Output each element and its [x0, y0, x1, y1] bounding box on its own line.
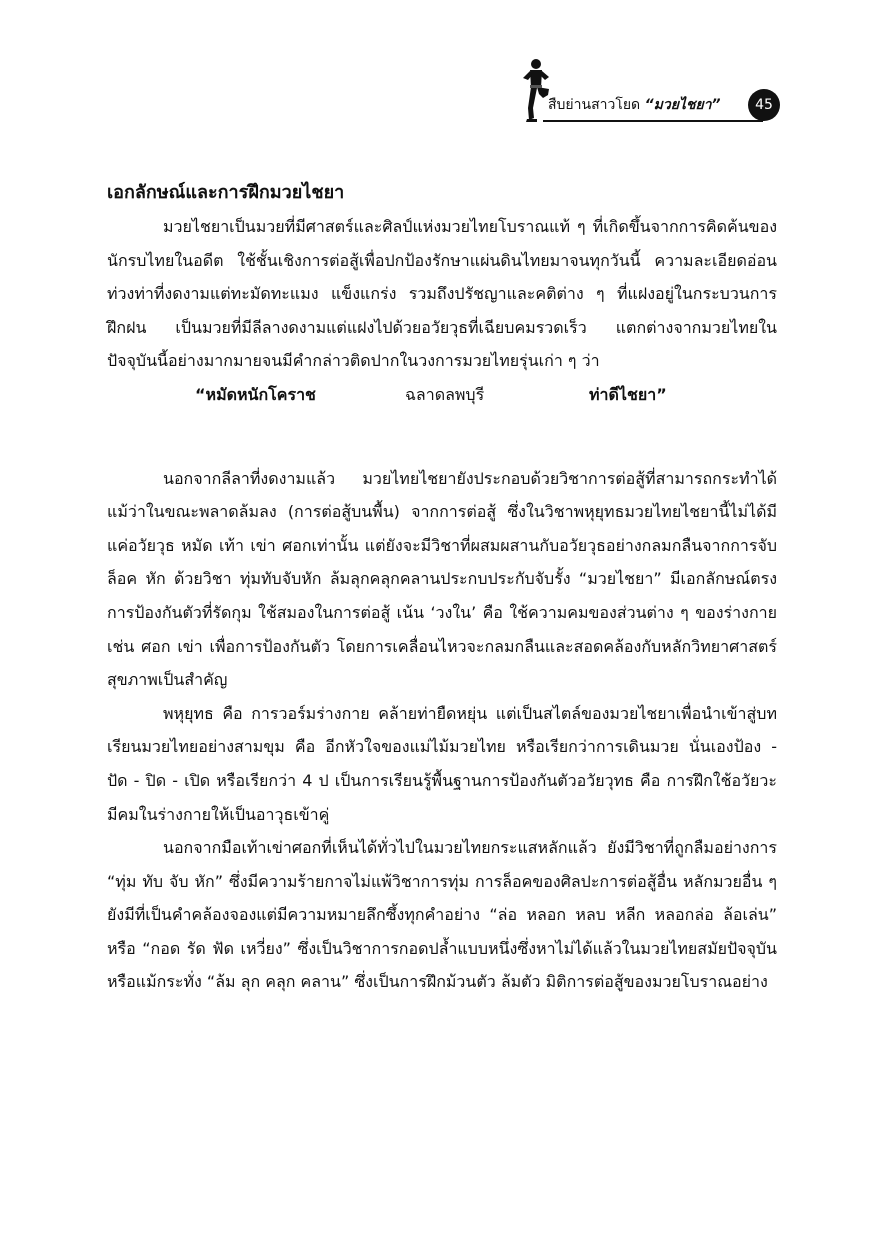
header-rule — [543, 120, 763, 122]
proverb-line — [107, 378, 777, 412]
page-number-badge: 45 — [748, 89, 780, 121]
header-title — [548, 94, 721, 116]
page-body — [107, 176, 777, 999]
header-title-prefix: สืบย่านสาวโยด — [548, 97, 641, 113]
paragraph: นอกจากมือเท้าเข่าศอกที่เห็นได้ทั่วไปในมวยไทยกระแสหลักแล้ว ยังมีวิชาที่ถูกลืมอย่างการ “ทุ่ม ทับ จับ หัก” ซึ่งมีความร้ายกาจไม่แพ้วิชาการทุ่ม การล็อคของศิลปะการต่อสู้อื่น หลักมวยอื่น ๆ ยังมีที่เป็นคำคล้องจองแต่มีความหมายลึกซึ้งทุกคำอย่าง “ล่อ หลอก หลบ หลีก หลอกล่อ ล้อเล่น” หรือ “กอด รัด ฟัด เหวี่ยง” ซึ่งเป็นวิชาการกอดปล้ำแบบหนึ่งซึ่งหาไม่ได้แล้วในมวยไทยสมัยปัจจุบัน หรือแม้กระทั่ง “ล้ม ลุก คลุก คลาน” ซึ่งเป็นการฝึกม้วนตัว ล้มตัว มิติการต่อสู้ของมวยโบราณอย่าง — [107, 838, 778, 992]
paragraph: พหุยุทธ คือ การวอร์มร่างกาย คล้ายท่ายืดหยุ่น แต่เป็นสไตล์ของมวยไชยาเพื่อนำเข้าสู่บทเรียนมวยไทยอย่างสามขุม คือ อีกหัวใจของแม่ไม้มวยไทย หรือเรียกว่าการเดินมวย นั่นเองป้อง - ปัด - ปิด - เปิด หรือเรียกว่า 4 ป เป็นการเรียนรู้พื้นฐานการป้องกันตัวอวัยวุทธ คือ การฝึกใช้อวัยวะมีคมในร่างกายให้เป็นอาวุธเข้าคู่ — [107, 703, 777, 824]
spacer — [107, 412, 777, 462]
proverb-part-1: “หมัดหนักโคราช — [195, 384, 316, 404]
header-title-emphasis: “มวยไชยา” — [644, 97, 721, 113]
paragraph: มวยไชยาเป็นมวยที่มีศาสตร์และศิลป์แห่งมวยไทยโบราณแท้ ๆ ที่เกิดขึ้นจากการคิดค้นของนักรบไทยในอดีต ใช้ชั้นเชิงการต่อสู้เพื่อปกป้องรักษาแผ่นดินไทยมาจนทุกวันนี้ ความละเอียดอ่อน ท่วงท่าที่งดงามแต่ทะมัดทะแมง แข็งแกร่ง รวมถึงปรัชญาและคติต่าง ๆ ที่แฝงอยู่ในกระบวนการฝึกฝน เป็นมวยที่มีลีลางดงามแต่แฝงไปด้วยอวัยวุธที่เฉียบคมรวดเร็ว แตกต่างจากมวยไทยในปัจจุบันนี้อย่างมากมายจนมีคำกล่าวติดปากในวงการมวยไทยรุ่นเก่า ๆ ว่า — [107, 217, 777, 371]
section-heading: เอกลักษณ์และการฝึกมวยไชยา — [107, 182, 345, 203]
running-header — [515, 58, 785, 124]
proverb-part-3: ท่าดีไชยา” — [589, 384, 667, 404]
paragraph: นอกจากลีลาที่งดงามแล้ว มวยไทยไชยายังประกอบด้วยวิชาการต่อสู้ที่สามารถกระทำได้แม้ว่าในขณะพลาดล้มลง (การต่อสู้บนพื้น) จากการต่อสู้ ซึ่งในวิชาพหุยุทธมวยไทยไชยานี้ไม่ได้มีแค่อวัยวุธ หมัด เท้า เข่า ศอกเท่านั้น แต่ยังจะมีวิชาที่ผสมผสานกับอวัยวุธอย่างกลมกลืนจากการจับ ล็อค หัก ด้วยวิชา ทุ่มทับจับหัก ล้มลุกคลุกคลานประกบประกับจับรั้ง “มวยไชยา” มีเอกลักษณ์ตรงการป้องกันตัวที่รัดกุม ใช้สมองในการต่อสู้ เน้น ‘วงใน’ คือ ใช้ความคมของส่วนต่าง ๆ ของร่างกาย เช่น ศอก เข่า เพื่อการป้องกันตัว โดยการเคลื่อนไหวจะกลมกลืนและสอดคล้องกับหลักวิทยาศาสตร์สุขภาพเป็นสำคัญ — [107, 468, 777, 690]
proverb-part-2: ฉลาดลพบุรี — [405, 384, 485, 404]
